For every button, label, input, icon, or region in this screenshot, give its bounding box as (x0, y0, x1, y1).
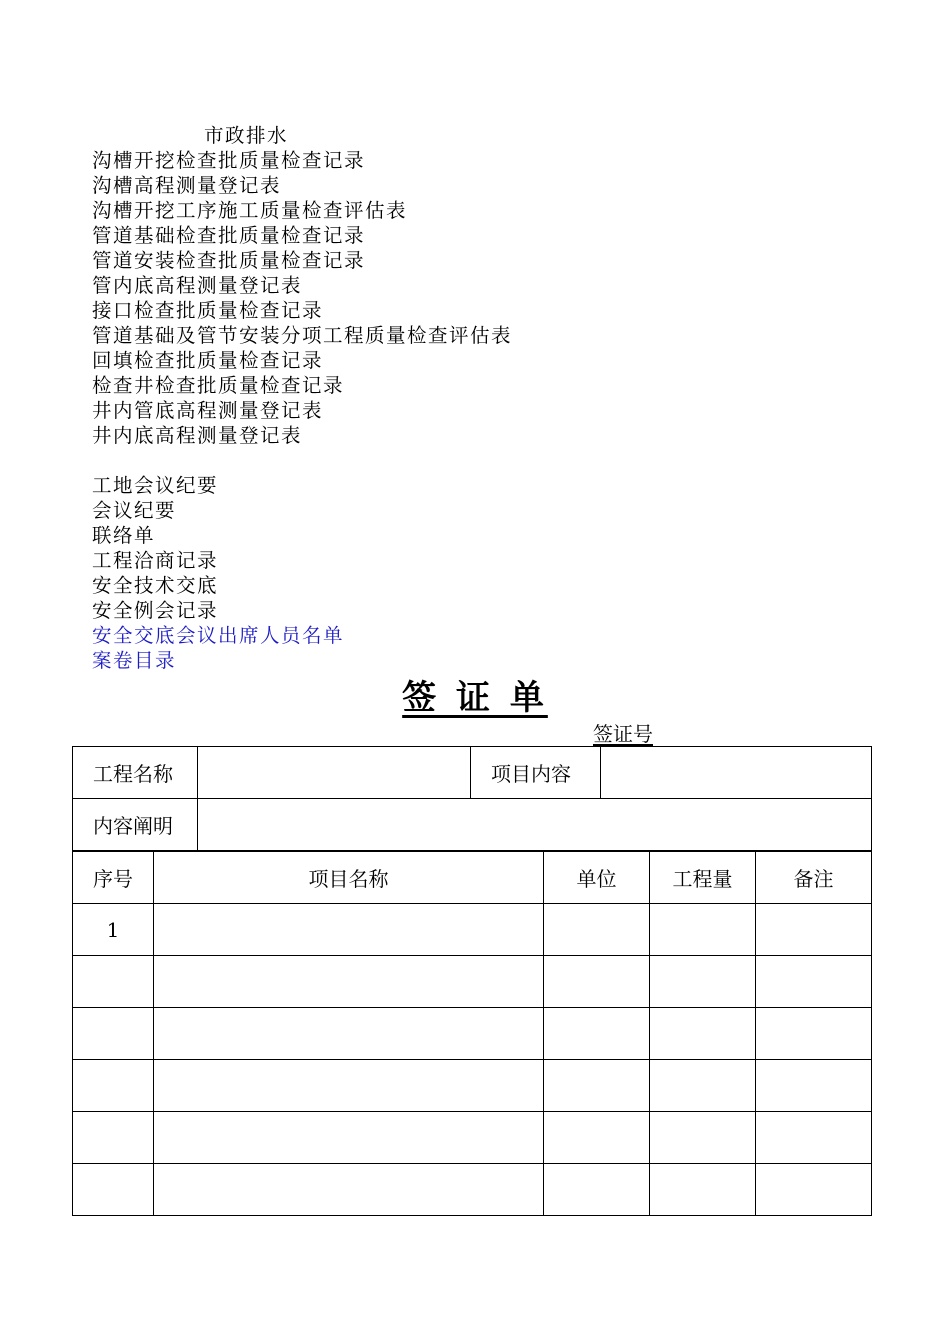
cell-quantity[interactable] (650, 1060, 756, 1112)
table-row (73, 904, 872, 956)
spacer (92, 448, 512, 473)
index-item: 沟槽开挖工序施工质量检查评估表 (92, 199, 408, 222)
index-item: 回填检查批质量检查记录 (92, 349, 324, 372)
item-content-field[interactable] (601, 747, 872, 799)
index-item[interactable]: 案卷目录 (92, 649, 177, 672)
section-title: 市政排水 (204, 124, 289, 147)
content-desc-field[interactable] (198, 799, 872, 851)
cell-quantity[interactable] (650, 1112, 756, 1164)
index-item: 安全例会记录 (92, 599, 219, 622)
index-group-admin (92, 473, 512, 673)
cell-item-name[interactable] (154, 1164, 544, 1216)
cell-unit[interactable] (544, 1164, 650, 1216)
col-header-index: 序号 (73, 852, 154, 904)
cell-index[interactable] (73, 1060, 154, 1112)
content-desc-label: 内容阐明 (73, 799, 198, 851)
document-index (92, 123, 512, 673)
col-header-item-name: 项目名称 (154, 852, 544, 904)
index-item: 管道基础检查批质量检查记录 (92, 224, 366, 247)
cell-unit[interactable] (544, 1112, 650, 1164)
cell-remarks[interactable] (756, 1112, 872, 1164)
cell-item-name[interactable] (154, 1112, 544, 1164)
index-item: 井内底高程测量登记表 (92, 424, 303, 447)
cell-remarks[interactable] (756, 956, 872, 1008)
cell-item-name[interactable] (154, 1008, 544, 1060)
cell-remarks[interactable] (756, 1060, 872, 1112)
cell-quantity[interactable] (650, 904, 756, 956)
cell-quantity[interactable] (650, 1008, 756, 1060)
cell-unit[interactable] (544, 1008, 650, 1060)
index-item[interactable]: 安全交底会议出席人员名单 (92, 624, 345, 647)
table-row (73, 1060, 872, 1112)
col-header-remarks: 备注 (756, 852, 872, 904)
header-row-project (73, 747, 872, 799)
cell-index[interactable]: 1 (73, 904, 154, 956)
cell-quantity[interactable] (650, 1164, 756, 1216)
index-item: 检查井检查批质量检查记录 (92, 374, 345, 397)
index-item: 管道基础及管节安装分项工程质量检查评估表 (92, 324, 513, 347)
cell-item-name[interactable] (154, 1060, 544, 1112)
index-item: 沟槽开挖检查批质量检查记录 (92, 149, 366, 172)
table-row (73, 956, 872, 1008)
index-item: 管道安装检查批质量检查记录 (92, 249, 366, 272)
index-item: 安全技术交底 (92, 574, 219, 597)
cell-remarks[interactable] (756, 904, 872, 956)
col-header-quantity: 工程量 (650, 852, 756, 904)
cell-remarks[interactable] (756, 1008, 872, 1060)
cell-unit[interactable] (544, 956, 650, 1008)
table-body (73, 904, 872, 1216)
cell-quantity[interactable] (650, 956, 756, 1008)
project-name-label: 工程名称 (73, 747, 198, 799)
table-row (73, 1008, 872, 1060)
cell-index[interactable] (73, 1112, 154, 1164)
item-content-label: 项目内容 (471, 747, 601, 799)
cell-index[interactable] (73, 1008, 154, 1060)
cell-index[interactable] (73, 1164, 154, 1216)
header-row-description (73, 799, 872, 851)
col-header-unit: 单位 (544, 852, 650, 904)
sig-no-label: 签证号 (593, 722, 653, 746)
index-item: 工地会议纪要 (92, 474, 219, 497)
cell-item-name[interactable] (154, 956, 544, 1008)
table-header-row (73, 852, 872, 904)
table-row (73, 1164, 872, 1216)
form-title: 签 证 单 (402, 678, 548, 718)
cell-remarks[interactable] (756, 1164, 872, 1216)
table-row (73, 1112, 872, 1164)
index-group-records (92, 148, 512, 448)
items-table (72, 851, 872, 1216)
index-item: 沟槽高程测量登记表 (92, 174, 282, 197)
index-item: 工程洽商记录 (92, 549, 219, 572)
cell-unit[interactable] (544, 1060, 650, 1112)
cell-unit[interactable] (544, 904, 650, 956)
index-item: 管内底高程测量登记表 (92, 274, 303, 297)
form-header-table (72, 746, 872, 851)
index-item: 会议纪要 (92, 499, 177, 522)
cell-item-name[interactable] (154, 904, 544, 956)
cell-index[interactable] (73, 956, 154, 1008)
index-item: 井内管底高程测量登记表 (92, 399, 324, 422)
project-name-field[interactable] (198, 747, 471, 799)
index-item: 接口检查批质量检查记录 (92, 299, 324, 322)
index-item: 联络单 (92, 524, 156, 547)
